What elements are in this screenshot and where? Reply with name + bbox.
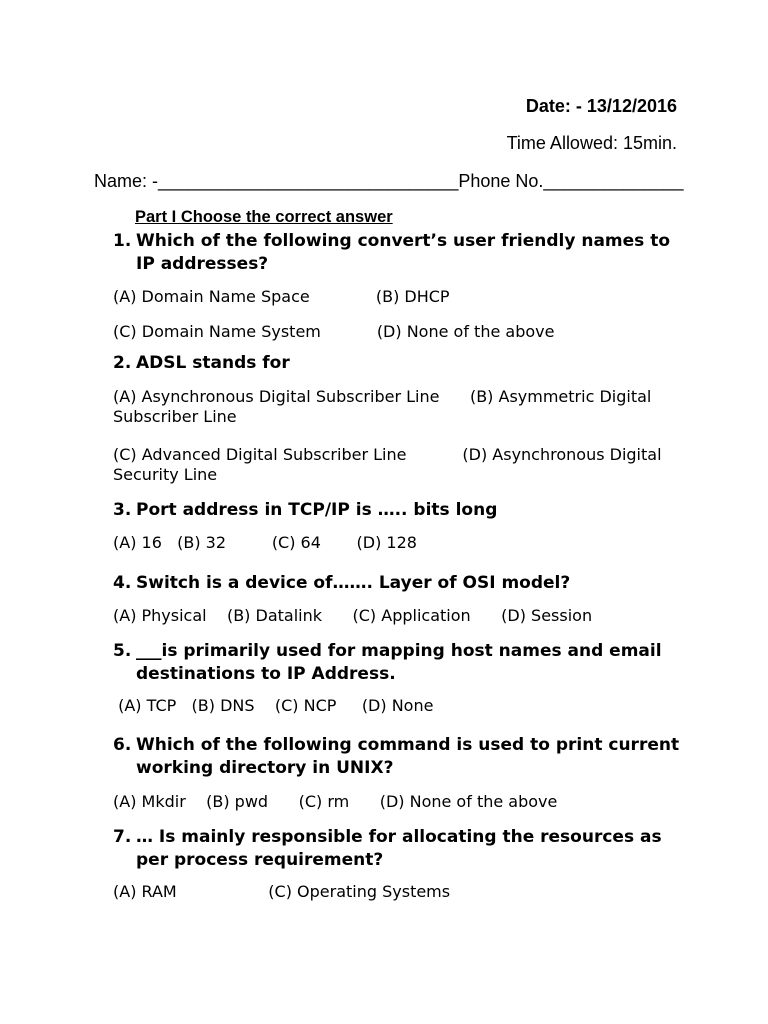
question-7-options: (A) RAM (C) Operating Systems [113, 882, 451, 901]
question-4-options: (A) Physical (B) Datalink (C) Application (D) Session [113, 606, 593, 625]
question-number: 2. [113, 353, 132, 373]
question-2-options-row-1: (A) Asynchronous Digital Subscriber Line (B) Asymmetric Digital Subscriber Line [113, 387, 657, 426]
question-4 [113, 572, 683, 595]
question-number: 7. [113, 827, 132, 847]
question-text: ___is primarily used for mapping host names and email destinations to IP Address. [136, 641, 662, 684]
part-heading: Part I Choose the correct answer [135, 208, 393, 226]
question-text: Which of the following command is used to print current working directory in UNIX? [136, 735, 680, 778]
name-field-label: Name: -______________________________ [94, 171, 459, 191]
question-5 [113, 640, 683, 686]
question-6-options: (A) Mkdir (B) pwd (C) rm (D) None of the above [113, 792, 558, 811]
question-1-options-row-1: (A) Domain Name Space (B) DHCP [113, 287, 450, 306]
student-info-line [94, 171, 684, 192]
exam-date: Date: - 13/12/2016 [525, 96, 677, 116]
phone-field-label: Phone No.______________ [458, 171, 684, 191]
question-text: Port address in TCP/IP is ….. bits long [136, 500, 498, 520]
question-number: 6. [113, 735, 132, 755]
question-1-options-row-2: (C) Domain Name System (D) None of the above [113, 322, 555, 341]
question-2 [113, 352, 683, 375]
question-number: 1. [113, 231, 132, 251]
question-5-options: (A) TCP (B) DNS (C) NCP (D) None [113, 696, 434, 715]
question-number: 4. [113, 573, 132, 593]
question-2-options-row-2: (C) Advanced Digital Subscriber Line (D) Asynchronous Digital Security Line [113, 445, 667, 484]
question-3 [113, 499, 683, 522]
time-allowed: Time Allowed: 15min. [506, 133, 677, 153]
question-1 [113, 230, 683, 276]
question-text: Which of the following convert’s user friendly names to IP addresses? [136, 231, 671, 274]
question-number: 3. [113, 500, 132, 520]
question-text: ADSL stands for [136, 353, 290, 373]
question-6 [113, 734, 683, 780]
question-text: Switch is a device of……. Layer of OSI model? [136, 573, 571, 593]
question-number: 5. [113, 641, 132, 661]
question-7 [113, 826, 683, 872]
question-text: … Is mainly responsible for allocating the resources as per process requirement? [136, 827, 662, 870]
question-3-options: (A) 16 (B) 32 (C) 64 (D) 128 [113, 533, 417, 552]
